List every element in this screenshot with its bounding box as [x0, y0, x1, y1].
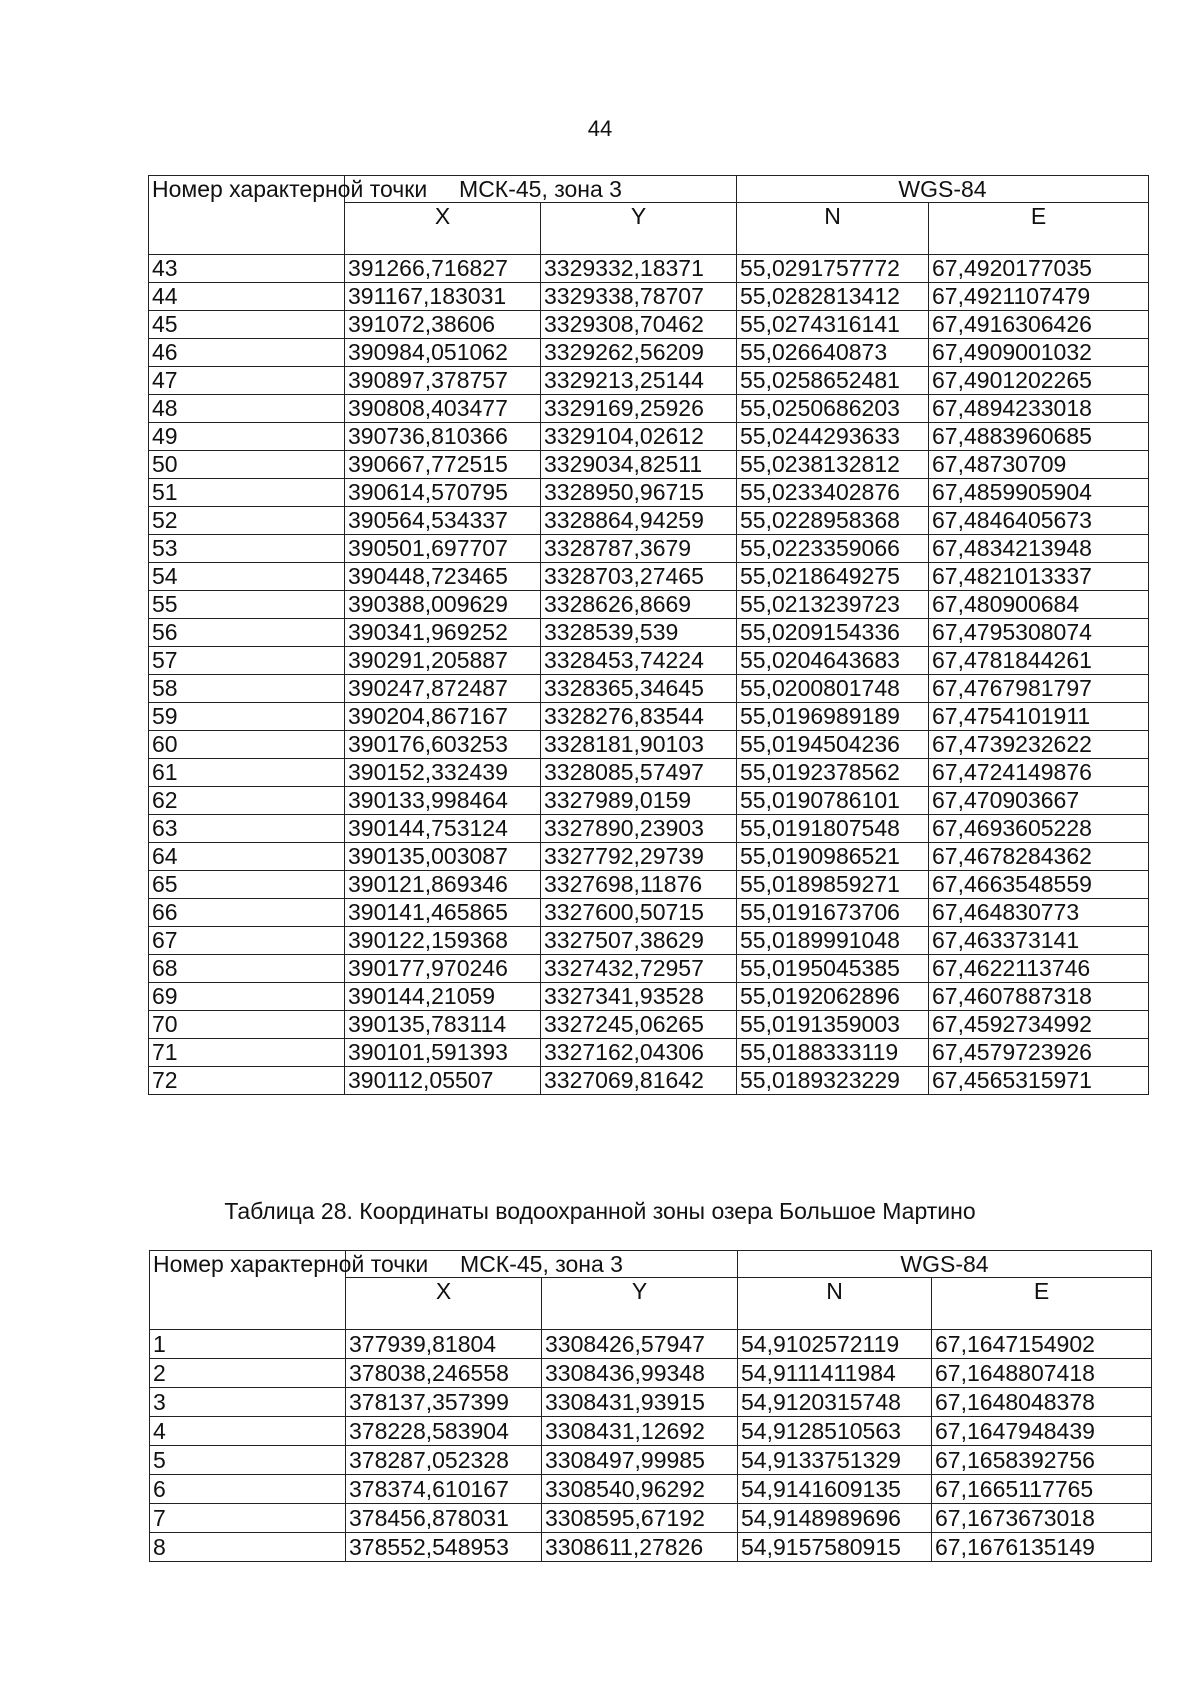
e-cell: 67,4821013337	[929, 563, 1149, 591]
x-cell: 390614,570795	[345, 479, 541, 507]
coordinates-table-continued	[148, 175, 1149, 1095]
y-cell: 3327507,38629	[541, 927, 737, 955]
table-row	[150, 1533, 1152, 1562]
x-cell: 390135,783114	[345, 1011, 541, 1039]
e-cell: 67,4592734992	[929, 1011, 1149, 1039]
e-cell: 67,4565315971	[929, 1067, 1149, 1095]
point-number-cell: 53	[149, 535, 345, 563]
point-number-cell: 56	[149, 619, 345, 647]
n-cell: 55,0191359003	[737, 1011, 929, 1039]
table-row	[149, 871, 1149, 899]
x-cell: 390341,969252	[345, 619, 541, 647]
y-cell: 3328276,83544	[541, 703, 737, 731]
n-cell: 55,0192378562	[737, 759, 929, 787]
point-number-cell: 58	[149, 675, 345, 703]
x-cell: 377939,81804	[346, 1330, 542, 1359]
e-cell: 67,4834213948	[929, 535, 1149, 563]
n-cell: 55,0191673706	[737, 899, 929, 927]
column-header-e: E	[929, 203, 1149, 255]
n-cell: 54,9141609135	[738, 1475, 932, 1504]
table-row	[149, 703, 1149, 731]
table-row	[149, 479, 1149, 507]
y-cell: 3328085,57497	[541, 759, 737, 787]
table-row	[150, 1446, 1152, 1475]
n-cell: 55,0194504236	[737, 731, 929, 759]
table-row	[149, 507, 1149, 535]
table-row	[149, 283, 1149, 311]
n-cell: 54,9120315748	[738, 1388, 932, 1417]
x-cell: 378552,548953	[346, 1533, 542, 1562]
x-cell: 391167,183031	[345, 283, 541, 311]
table-row	[149, 395, 1149, 423]
y-cell: 3329104,02612	[541, 423, 737, 451]
x-cell: 378228,583904	[346, 1417, 542, 1446]
point-number-cell: 6	[150, 1475, 346, 1504]
point-number-cell: 3	[150, 1388, 346, 1417]
column-header-msk: МСК-45, зона 3	[346, 1251, 738, 1278]
x-cell: 390736,810366	[345, 423, 541, 451]
y-cell: 3328181,90103	[541, 731, 737, 759]
point-number-cell: 54	[149, 563, 345, 591]
n-cell: 55,0196989189	[737, 703, 929, 731]
y-cell: 3327600,50715	[541, 899, 737, 927]
x-cell: 390897,378757	[345, 367, 541, 395]
point-number-cell: 46	[149, 339, 345, 367]
x-cell: 390204,867167	[345, 703, 541, 731]
n-cell: 55,0213239723	[737, 591, 929, 619]
e-cell: 67,1647948439	[932, 1417, 1152, 1446]
e-cell: 67,463373141	[929, 927, 1149, 955]
point-number-cell: 66	[149, 899, 345, 927]
n-cell: 55,0233402876	[737, 479, 929, 507]
y-cell: 3327989,0159	[541, 787, 737, 815]
n-cell: 55,0189991048	[737, 927, 929, 955]
x-cell: 390501,697707	[345, 535, 541, 563]
e-cell: 67,4920177035	[929, 255, 1149, 283]
x-cell: 390808,403477	[345, 395, 541, 423]
y-cell: 3329262,56209	[541, 339, 737, 367]
point-number-cell: 59	[149, 703, 345, 731]
point-number-cell: 71	[149, 1039, 345, 1067]
n-cell: 54,9133751329	[738, 1446, 932, 1475]
e-cell: 67,4894233018	[929, 395, 1149, 423]
n-cell: 54,9148989696	[738, 1504, 932, 1533]
page-number: 44	[587, 116, 613, 141]
e-cell: 67,48730709	[929, 451, 1149, 479]
point-number-cell: 1	[150, 1330, 346, 1359]
e-cell: 67,4883960685	[929, 423, 1149, 451]
table-body	[149, 255, 1149, 1095]
y-cell: 3327890,23903	[541, 815, 737, 843]
table-row	[149, 815, 1149, 843]
x-cell: 390247,872487	[345, 675, 541, 703]
e-cell: 67,4739232622	[929, 731, 1149, 759]
point-number-cell: 4	[150, 1417, 346, 1446]
point-number-cell: 61	[149, 759, 345, 787]
n-cell: 55,0195045385	[737, 955, 929, 983]
x-cell: 390101,591393	[345, 1039, 541, 1067]
point-number-cell: 55	[149, 591, 345, 619]
n-cell: 55,0190786101	[737, 787, 929, 815]
e-cell: 67,4901202265	[929, 367, 1149, 395]
x-cell: 390667,772515	[345, 451, 541, 479]
point-number-cell: 67	[149, 927, 345, 955]
coordinates-table-bolshoe-martino	[149, 1250, 1152, 1562]
table-row	[149, 423, 1149, 451]
e-cell: 67,1647154902	[932, 1330, 1152, 1359]
y-cell: 3327792,29739	[541, 843, 737, 871]
e-cell: 67,4781844261	[929, 647, 1149, 675]
point-number-cell: 72	[149, 1067, 345, 1095]
y-cell: 3308436,99348	[542, 1359, 738, 1388]
y-cell: 3329308,70462	[541, 311, 737, 339]
e-cell: 67,464830773	[929, 899, 1149, 927]
e-cell: 67,4795308074	[929, 619, 1149, 647]
y-cell: 3329213,25144	[541, 367, 737, 395]
point-number-cell: 50	[149, 451, 345, 479]
n-cell: 55,0190986521	[737, 843, 929, 871]
y-cell: 3327341,93528	[541, 983, 737, 1011]
table-row	[149, 535, 1149, 563]
e-cell: 67,470903667	[929, 787, 1149, 815]
table-row	[150, 1417, 1152, 1446]
table-row	[149, 675, 1149, 703]
x-cell: 390984,051062	[345, 339, 541, 367]
x-cell: 390152,332439	[345, 759, 541, 787]
y-cell: 3308431,12692	[542, 1417, 738, 1446]
point-number-cell: 60	[149, 731, 345, 759]
n-cell: 55,0200801748	[737, 675, 929, 703]
e-cell: 67,4663548559	[929, 871, 1149, 899]
y-cell: 3328787,3679	[541, 535, 737, 563]
point-number-cell: 8	[150, 1533, 346, 1562]
n-cell: 55,0191807548	[737, 815, 929, 843]
x-cell: 390144,21059	[345, 983, 541, 1011]
point-number-cell: 48	[149, 395, 345, 423]
point-number-cell: 69	[149, 983, 345, 1011]
y-cell: 3327698,11876	[541, 871, 737, 899]
column-header-x: X	[345, 203, 541, 255]
table-row	[150, 1504, 1152, 1533]
e-cell: 67,4622113746	[929, 955, 1149, 983]
e-cell: 67,4693605228	[929, 815, 1149, 843]
n-cell: 54,9102572119	[738, 1330, 932, 1359]
column-header-point: Номер характерной точки	[150, 1251, 346, 1330]
n-cell: 55,0250686203	[737, 395, 929, 423]
n-cell: 55,0238132812	[737, 451, 929, 479]
e-cell: 67,4678284362	[929, 843, 1149, 871]
n-cell: 55,0188333119	[737, 1039, 929, 1067]
column-header-x: X	[346, 1278, 542, 1330]
n-cell: 55,0209154336	[737, 619, 929, 647]
x-cell: 390176,603253	[345, 731, 541, 759]
table-row	[149, 1039, 1149, 1067]
table-caption: Таблица 28. Координаты водоохранной зоны озера Большое Мартино	[224, 1198, 976, 1224]
y-cell: 3308540,96292	[542, 1475, 738, 1504]
table-row	[149, 759, 1149, 787]
y-cell: 3308497,99985	[542, 1446, 738, 1475]
table-row	[149, 1067, 1149, 1095]
column-header-wgs: WGS-84	[738, 1251, 1152, 1278]
x-cell: 390564,534337	[345, 507, 541, 535]
e-cell: 67,480900684	[929, 591, 1149, 619]
point-number-cell: 47	[149, 367, 345, 395]
y-cell: 3327432,72957	[541, 955, 737, 983]
x-cell: 391072,38606	[345, 311, 541, 339]
point-number-cell: 63	[149, 815, 345, 843]
x-cell: 390141,465865	[345, 899, 541, 927]
column-header-y: Y	[542, 1278, 738, 1330]
y-cell: 3328539,539	[541, 619, 737, 647]
table-row	[149, 899, 1149, 927]
y-cell: 3329332,18371	[541, 255, 737, 283]
x-cell: 390291,205887	[345, 647, 541, 675]
point-number-cell: 45	[149, 311, 345, 339]
n-cell: 55,0223359066	[737, 535, 929, 563]
table-row	[149, 647, 1149, 675]
table-row	[149, 843, 1149, 871]
y-cell: 3328864,94259	[541, 507, 737, 535]
y-cell: 3308426,57947	[542, 1330, 738, 1359]
n-cell: 55,0218649275	[737, 563, 929, 591]
n-cell: 55,0192062896	[737, 983, 929, 1011]
point-number-cell: 2	[150, 1359, 346, 1388]
n-cell: 55,0274316141	[737, 311, 929, 339]
e-cell: 67,1673673018	[932, 1504, 1152, 1533]
x-cell: 390177,970246	[345, 955, 541, 983]
table-body	[150, 1330, 1152, 1562]
y-cell: 3327245,06265	[541, 1011, 737, 1039]
point-number-cell: 65	[149, 871, 345, 899]
table-row	[149, 451, 1149, 479]
x-cell: 390144,753124	[345, 815, 541, 843]
table-row	[149, 563, 1149, 591]
y-cell: 3308431,93915	[542, 1388, 738, 1417]
n-cell: 55,0189323229	[737, 1067, 929, 1095]
n-cell: 54,9111411984	[738, 1359, 932, 1388]
y-cell: 3327069,81642	[541, 1067, 737, 1095]
table-row	[149, 255, 1149, 283]
e-cell: 67,4767981797	[929, 675, 1149, 703]
point-number-cell: 5	[150, 1446, 346, 1475]
table-row	[149, 1011, 1149, 1039]
x-cell: 378038,246558	[346, 1359, 542, 1388]
column-header-msk: МСК-45, зона 3	[345, 176, 737, 203]
table-row	[150, 1475, 1152, 1504]
y-cell: 3308611,27826	[542, 1533, 738, 1562]
x-cell: 378456,878031	[346, 1504, 542, 1533]
e-cell: 67,1648807418	[932, 1359, 1152, 1388]
x-cell: 391266,716827	[345, 255, 541, 283]
table-row	[149, 927, 1149, 955]
point-number-cell: 51	[149, 479, 345, 507]
e-cell: 67,4859905904	[929, 479, 1149, 507]
point-number-cell: 7	[150, 1504, 346, 1533]
y-cell: 3328626,8669	[541, 591, 737, 619]
n-cell: 54,9128510563	[738, 1417, 932, 1446]
y-cell: 3327162,04306	[541, 1039, 737, 1067]
e-cell: 67,4916306426	[929, 311, 1149, 339]
x-cell: 378137,357399	[346, 1388, 542, 1417]
n-cell: 55,0204643683	[737, 647, 929, 675]
y-cell: 3308595,67192	[542, 1504, 738, 1533]
point-number-cell: 43	[149, 255, 345, 283]
n-cell: 55,0228958368	[737, 507, 929, 535]
table-row	[149, 339, 1149, 367]
x-cell: 390121,869346	[345, 871, 541, 899]
e-cell: 67,4909001032	[929, 339, 1149, 367]
point-number-cell: 62	[149, 787, 345, 815]
x-cell: 378287,052328	[346, 1446, 542, 1475]
x-cell: 390112,05507	[345, 1067, 541, 1095]
x-cell: 390448,723465	[345, 563, 541, 591]
table-row	[149, 787, 1149, 815]
n-cell: 55,026640873	[737, 339, 929, 367]
column-header-n: N	[737, 203, 929, 255]
column-header-y: Y	[541, 203, 737, 255]
x-cell: 390388,009629	[345, 591, 541, 619]
point-number-cell: 64	[149, 843, 345, 871]
column-header-point: Номер характерной точки	[149, 176, 345, 255]
x-cell: 378374,610167	[346, 1475, 542, 1504]
e-cell: 67,1648048378	[932, 1388, 1152, 1417]
table-row	[150, 1330, 1152, 1359]
table-row	[149, 619, 1149, 647]
y-cell: 3328453,74224	[541, 647, 737, 675]
x-cell: 390135,003087	[345, 843, 541, 871]
n-cell: 55,0258652481	[737, 367, 929, 395]
point-number-cell: 52	[149, 507, 345, 535]
table-row	[149, 731, 1149, 759]
column-header-e: E	[932, 1278, 1152, 1330]
y-cell: 3329169,25926	[541, 395, 737, 423]
point-number-cell: 49	[149, 423, 345, 451]
column-header-n: N	[738, 1278, 932, 1330]
n-cell: 55,0291757772	[737, 255, 929, 283]
e-cell: 67,1665117765	[932, 1475, 1152, 1504]
e-cell: 67,4846405673	[929, 507, 1149, 535]
table-row	[149, 367, 1149, 395]
column-header-wgs: WGS-84	[737, 176, 1149, 203]
table-row	[150, 1388, 1152, 1417]
e-cell: 67,4921107479	[929, 283, 1149, 311]
y-cell: 3329338,78707	[541, 283, 737, 311]
point-number-cell: 57	[149, 647, 345, 675]
table-row	[149, 311, 1149, 339]
e-cell: 67,4724149876	[929, 759, 1149, 787]
n-cell: 55,0189859271	[737, 871, 929, 899]
e-cell: 67,4754101911	[929, 703, 1149, 731]
point-number-cell: 68	[149, 955, 345, 983]
table-row	[150, 1359, 1152, 1388]
y-cell: 3328365,34645	[541, 675, 737, 703]
y-cell: 3329034,82511	[541, 451, 737, 479]
e-cell: 67,1658392756	[932, 1446, 1152, 1475]
y-cell: 3328703,27465	[541, 563, 737, 591]
point-number-cell: 44	[149, 283, 345, 311]
e-cell: 67,4607887318	[929, 983, 1149, 1011]
e-cell: 67,1676135149	[932, 1533, 1152, 1562]
n-cell: 54,9157580915	[738, 1533, 932, 1562]
x-cell: 390122,159368	[345, 927, 541, 955]
table-row	[149, 591, 1149, 619]
n-cell: 55,0282813412	[737, 283, 929, 311]
x-cell: 390133,998464	[345, 787, 541, 815]
table-row	[149, 983, 1149, 1011]
table-row	[149, 955, 1149, 983]
point-number-cell: 70	[149, 1011, 345, 1039]
n-cell: 55,0244293633	[737, 423, 929, 451]
e-cell: 67,4579723926	[929, 1039, 1149, 1067]
y-cell: 3328950,96715	[541, 479, 737, 507]
